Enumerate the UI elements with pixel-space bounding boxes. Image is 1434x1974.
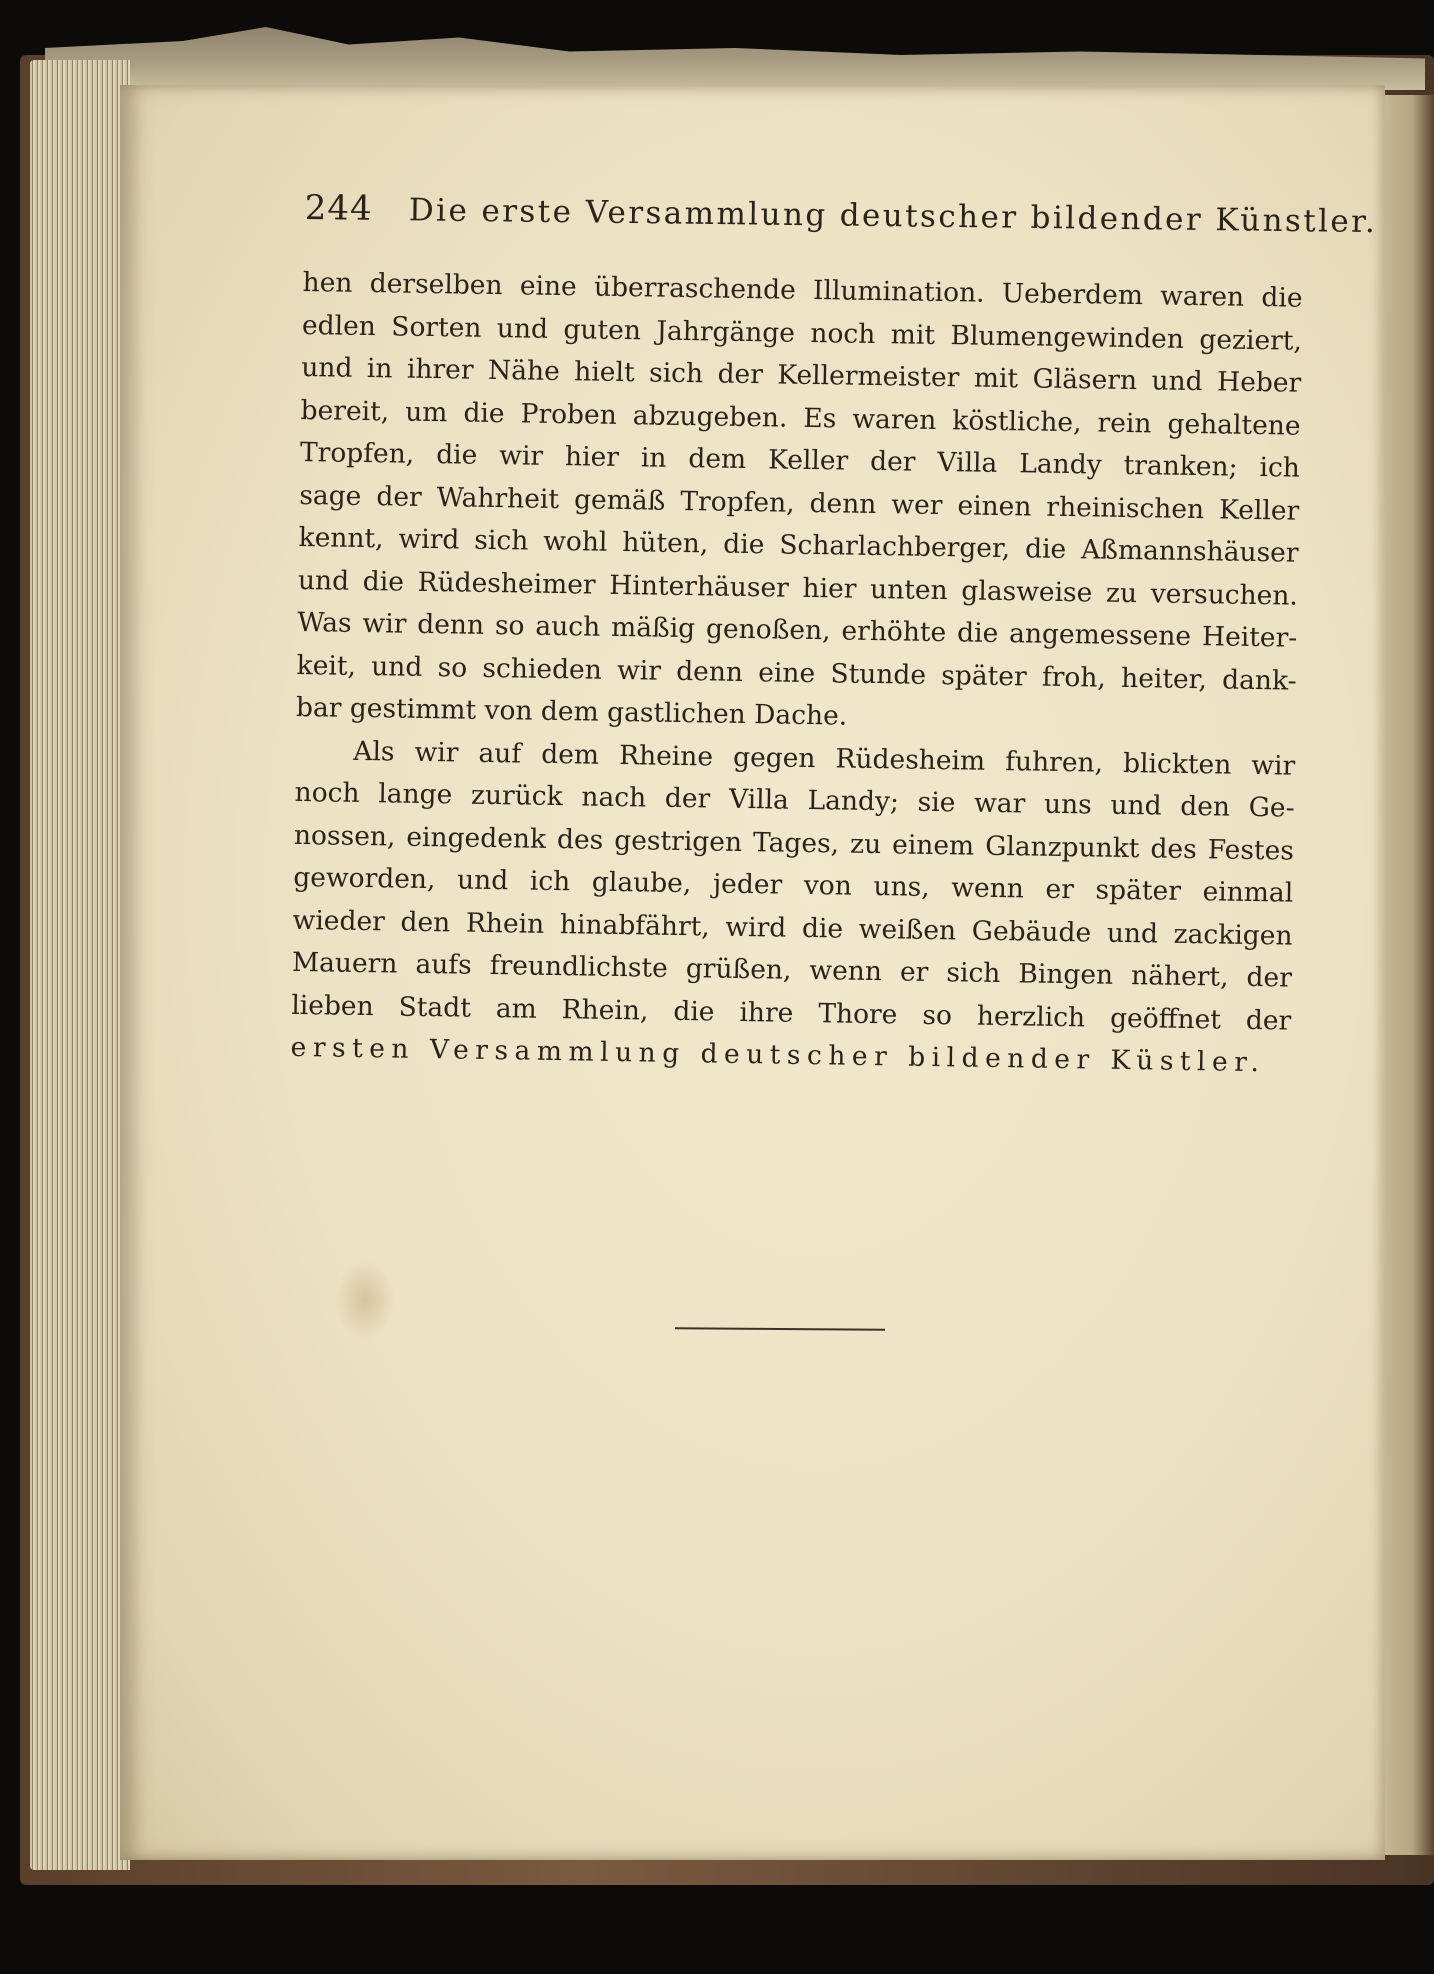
- text-line: bar gestimmt von dem gastlichen Dache.: [295, 691, 848, 732]
- page-stack-edge: [30, 60, 130, 1870]
- text-line: edlen Sorten und guten Jahrgänge noch mit Blumengewinden geziert,: [301, 309, 1303, 357]
- text-line: Tropfen, die wir hier in dem Keller der Villa Landy tranken; ich: [299, 436, 1301, 484]
- text-line: Was wir denn so auch mäßig genoßen, erhöhte die angemessene Heiter-: [297, 606, 1298, 654]
- text-line: bereit, um die Proben abzugeben. Es waren köstliche, rein gehaltene: [300, 394, 1301, 442]
- page-body: [290, 262, 1303, 1085]
- facing-page-edge: [1380, 95, 1434, 1855]
- text-line: geworden, und ich glaube, jeder von uns, wenn er später einmal: [293, 861, 1294, 909]
- torn-page-top: [45, 20, 1425, 90]
- text-line: noch lange zurück nach der Villa Landy; sie war uns und den Ge-: [294, 776, 1295, 824]
- text-line: Mauern aufs freundlichste grüßen, wenn er sich Bingen nähert, der: [291, 946, 1293, 994]
- paper-stain: [335, 1260, 395, 1340]
- text-line: ersten Versammlung deutscher bildender Küstler.: [290, 1031, 1266, 1079]
- text-line: kennt, wird sich wohl hüten, die Scharlachberger, die Aßmannshäuser: [298, 521, 1299, 569]
- text-line: und in ihrer Nähe hielt sich der Kellermeister mit Gläsern und Heber: [301, 351, 1302, 399]
- text-line: Als wir auf dem Rheine gegen Rüdesheim fuhren, blickten wir: [353, 735, 1296, 782]
- page-number: 244: [304, 188, 373, 229]
- text-line: sage der Wahrheit gemäß Tropfen, denn wer einen rheinischen Keller: [299, 479, 1300, 527]
- text-line: hen derselben eine überraschende Illumination. Ueberdem waren die: [302, 266, 1303, 314]
- running-title: Die erste Versammlung deutscher bildender Künstler.: [408, 192, 1378, 241]
- text-line: nossen, eingedenk des gestrigen Tages, zu einem Glanzpunkt des Festes: [293, 819, 1295, 867]
- text-line: lieben Stadt am Rhein, die ihre Thore so herzlich geöffnet der: [291, 989, 1292, 1037]
- text-line: keit, und so schieden wir denn eine Stunde später froh, heiter, dank-: [296, 649, 1297, 697]
- text-line: und die Rüdesheimer Hinterhäuser hier unten glasweise zu versuchen.: [297, 564, 1299, 612]
- text-line: wieder den Rhein hinabfährt, wird die weißen Gebäude und zackigen: [292, 904, 1293, 952]
